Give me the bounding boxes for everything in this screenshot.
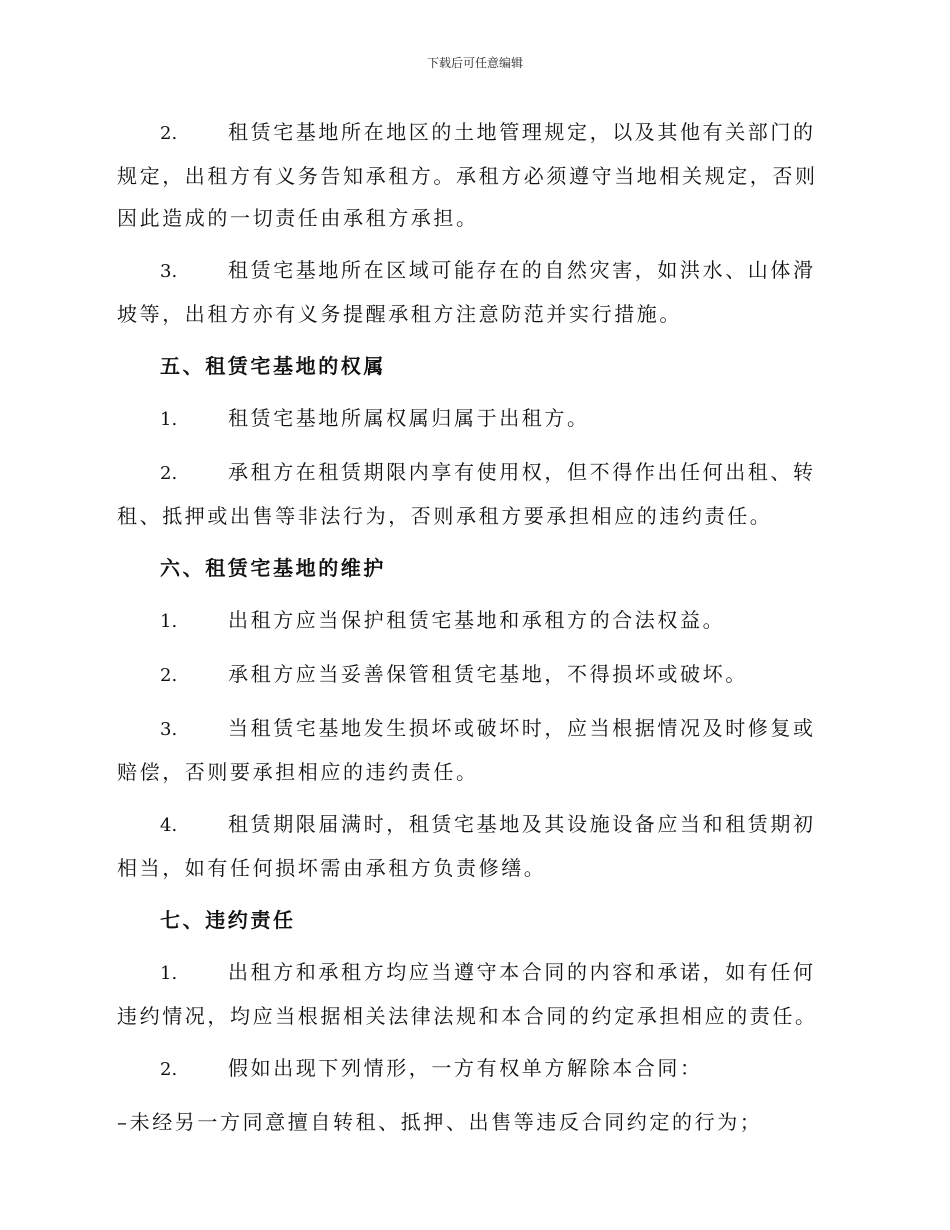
item-number: 1. [160, 611, 178, 632]
paragraph-text: 出租方应当保护租赁宅基地和承租方的合法权益。 [228, 608, 726, 632]
document-body [117, 111, 835, 1143]
numbered-paragraph [117, 111, 835, 239]
section-heading: 七、违约责任 [160, 908, 296, 932]
numbered-paragraph [117, 707, 835, 793]
item-number: 2. [160, 123, 178, 144]
bullet-line: –未经另一方同意擅自转租、抵押、出售等违反合同约定的行为； [117, 1110, 763, 1134]
numbered-paragraph [117, 249, 835, 335]
item-number: 1. [160, 409, 178, 430]
item-number: 3. [160, 261, 178, 282]
item-number: 2. [160, 1059, 178, 1080]
section-heading: 六、租赁宅基地的维护 [160, 556, 386, 580]
numbered-paragraph [117, 1047, 835, 1091]
numbered-paragraph [117, 599, 835, 643]
numbered-paragraph [117, 451, 835, 537]
item-number: 4. [160, 815, 178, 836]
numbered-paragraph [117, 951, 835, 1037]
numbered-paragraph [117, 653, 835, 697]
paragraph-text: 承租方在租赁期限内享有使用权，但不得作出任何出租、转租、抵押或出售等非法行为，否则承租方要承担相应的违约责任。 [117, 460, 816, 528]
paragraph-text: 租赁宅基地所在区域可能存在的自然灾害，如洪水、山体滑坡等，出租方亦有义务提醒承租方注意防范并实行措施。 [117, 258, 816, 326]
paragraph-text: 承租方应当妥善保管租赁宅基地，不得损坏或破坏。 [228, 662, 748, 686]
page-header: 下载后可任意编辑 [426, 56, 523, 70]
paragraph-text: 租赁宅基地所属权属归属于出租方。 [228, 406, 590, 430]
item-number: 3. [160, 719, 178, 740]
numbered-paragraph [117, 803, 835, 889]
numbered-paragraph [117, 397, 835, 441]
paragraph-text: 租赁期限届满时，租赁宅基地及其设施设备应当和租赁期初相当，如有任何损坏需由承租方负责修缮。 [117, 812, 816, 880]
paragraph-text: 当租赁宅基地发生损坏或破坏时，应当根据情况及时修复或赔偿，否则要承担相应的违约责任。 [117, 716, 816, 784]
item-number: 2. [160, 665, 178, 686]
item-number: 1. [160, 963, 178, 984]
paragraph-text: 租赁宅基地所在地区的土地管理规定，以及其他有关部门的规定，出租方有义务告知承租方。承租方必须遵守当地相关规定，否则因此造成的一切责任由承租方承担。 [117, 120, 818, 230]
item-number: 2. [160, 463, 178, 484]
paragraph-text: 假如出现下列情形，一方有权单方解除本合同： [228, 1056, 703, 1080]
paragraph-text: 出租方和承租方均应当遵守本合同的内容和承诺，如有任何违约情况，均应当根据相关法律法规和本合同的约定承担相应的责任。 [117, 960, 818, 1028]
section-heading: 五、租赁宅基地的权属 [160, 354, 386, 378]
